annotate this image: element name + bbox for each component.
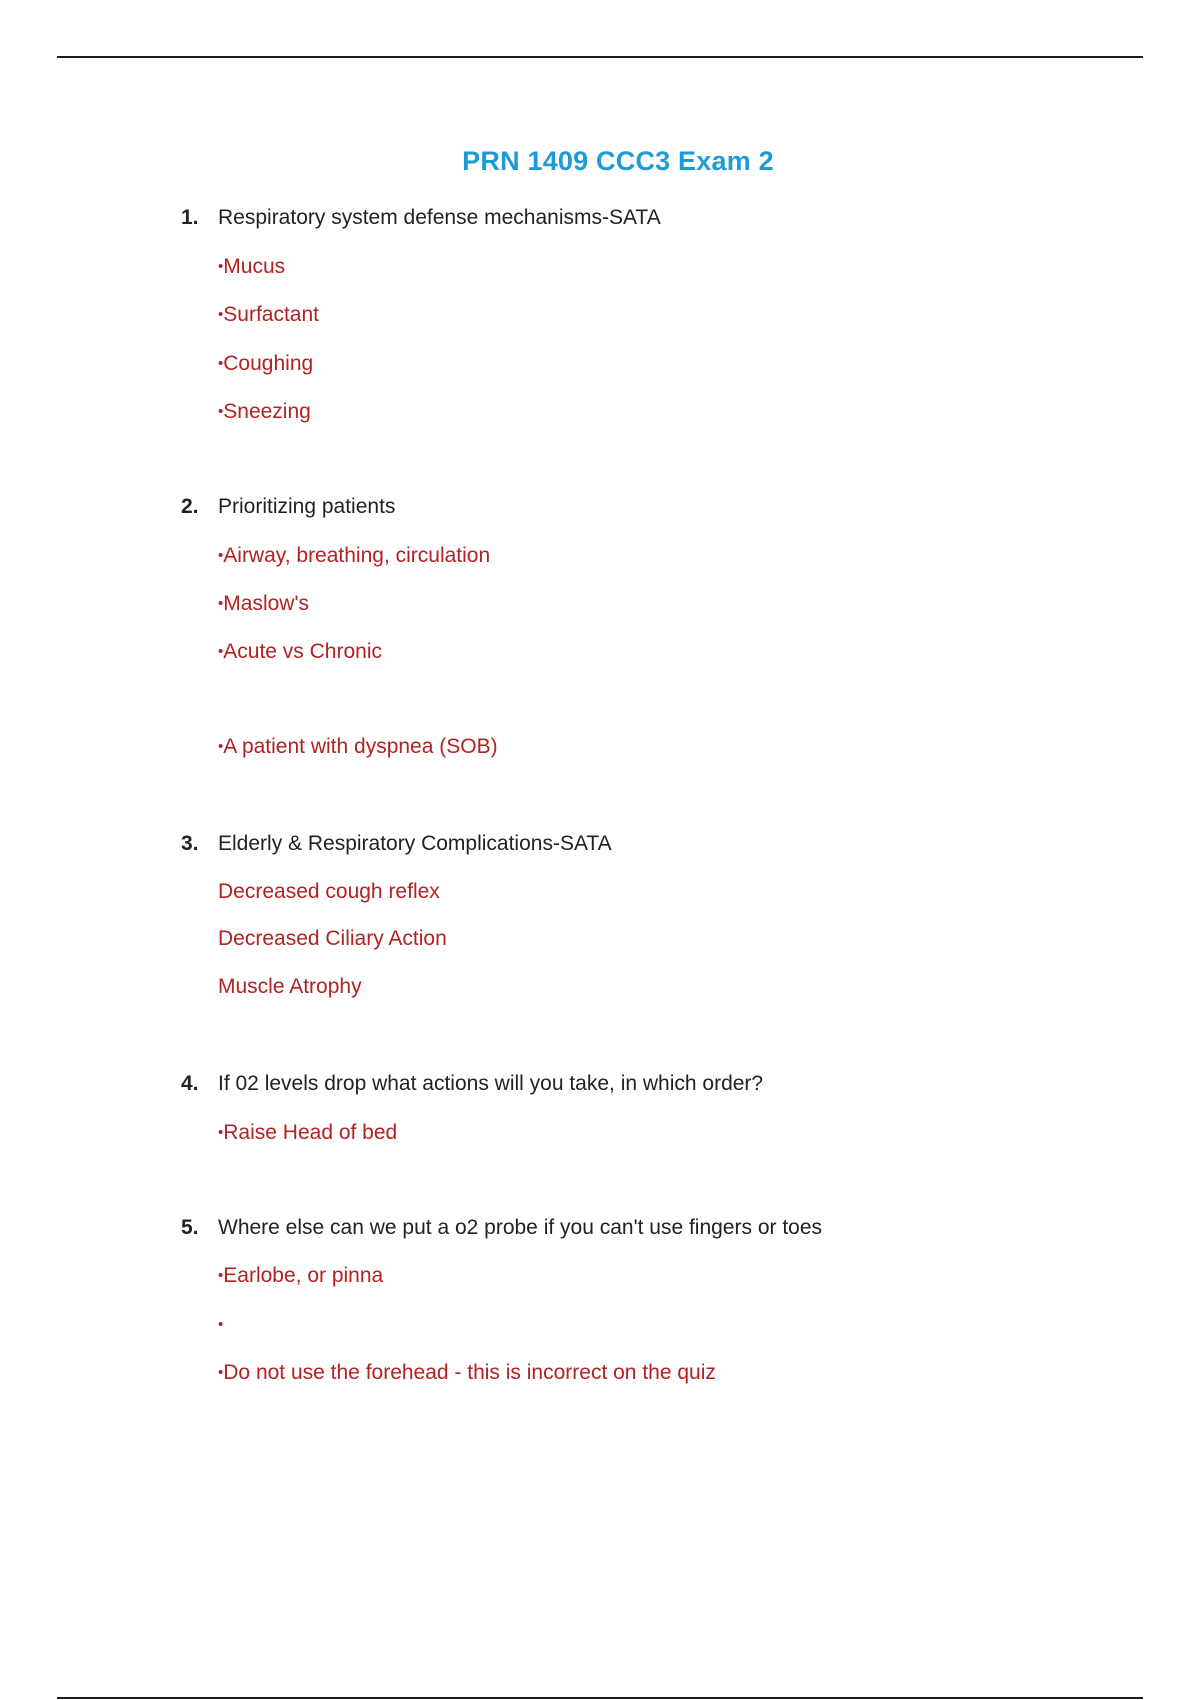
- bullet-icon: •: [218, 1267, 224, 1284]
- bullet-icon: •: [218, 595, 224, 612]
- question-2: [181, 495, 395, 519]
- answer-item: •Surfactant: [218, 303, 319, 326]
- answer-item: Decreased cough reflex: [218, 880, 440, 903]
- answer-item: Decreased Ciliary Action: [218, 927, 447, 950]
- answer-item: [218, 1313, 223, 1337]
- answer-item: •Raise Head of bed: [218, 1121, 398, 1144]
- question-text: If 02 levels drop what actions will you take, in which order?: [218, 1072, 764, 1095]
- question-4: [181, 1072, 763, 1096]
- question-number: 3.: [181, 832, 199, 855]
- question-text: Where else can we put a o2 probe if you can't use fingers or toes: [218, 1216, 823, 1239]
- question-text: Respiratory system defense mechanisms-SATA: [218, 206, 661, 229]
- bullet-icon: •: [218, 1316, 224, 1333]
- question-number: 2.: [181, 495, 199, 518]
- answer-item: •Airway, breathing, circulation: [218, 544, 491, 567]
- question-number: 1.: [181, 206, 199, 229]
- question-number: 4.: [181, 1072, 199, 1095]
- bullet-icon: •: [218, 355, 224, 372]
- footer-rule: [57, 1697, 1143, 1699]
- header-rule: [57, 56, 1143, 58]
- answer-item: •Mucus: [218, 255, 286, 278]
- question-text: Elderly & Respiratory Complications-SATA: [218, 832, 612, 855]
- question-number: 5.: [181, 1216, 199, 1239]
- answer-item: •Maslow's: [218, 592, 309, 615]
- question-1: [181, 206, 661, 230]
- question-text: Prioritizing patients: [218, 495, 396, 518]
- bullet-icon: •: [218, 1364, 224, 1381]
- bullet-icon: •: [218, 403, 224, 420]
- bullet-icon: •: [218, 258, 224, 275]
- question-5: [181, 1216, 822, 1240]
- bullet-icon: •: [218, 1124, 224, 1141]
- answer-item: •Acute vs Chronic: [218, 640, 382, 663]
- bullet-icon: •: [218, 306, 224, 323]
- question-3: [181, 832, 612, 856]
- answer-item: Muscle Atrophy: [218, 975, 362, 998]
- bullet-icon: •: [218, 738, 224, 755]
- answer-item: •A patient with dyspnea (SOB): [218, 735, 498, 758]
- answer-item: •Sneezing: [218, 400, 311, 423]
- answer-item: •Earlobe, or pinna: [218, 1264, 384, 1287]
- answer-item: •Coughing: [218, 352, 314, 375]
- bullet-icon: •: [218, 547, 224, 564]
- answer-item: •Do not use the forehead - this is incorrect on the quiz: [218, 1361, 716, 1384]
- document-title: PRN 1409 CCC3 Exam 2: [462, 146, 774, 176]
- bullet-icon: •: [218, 643, 224, 660]
